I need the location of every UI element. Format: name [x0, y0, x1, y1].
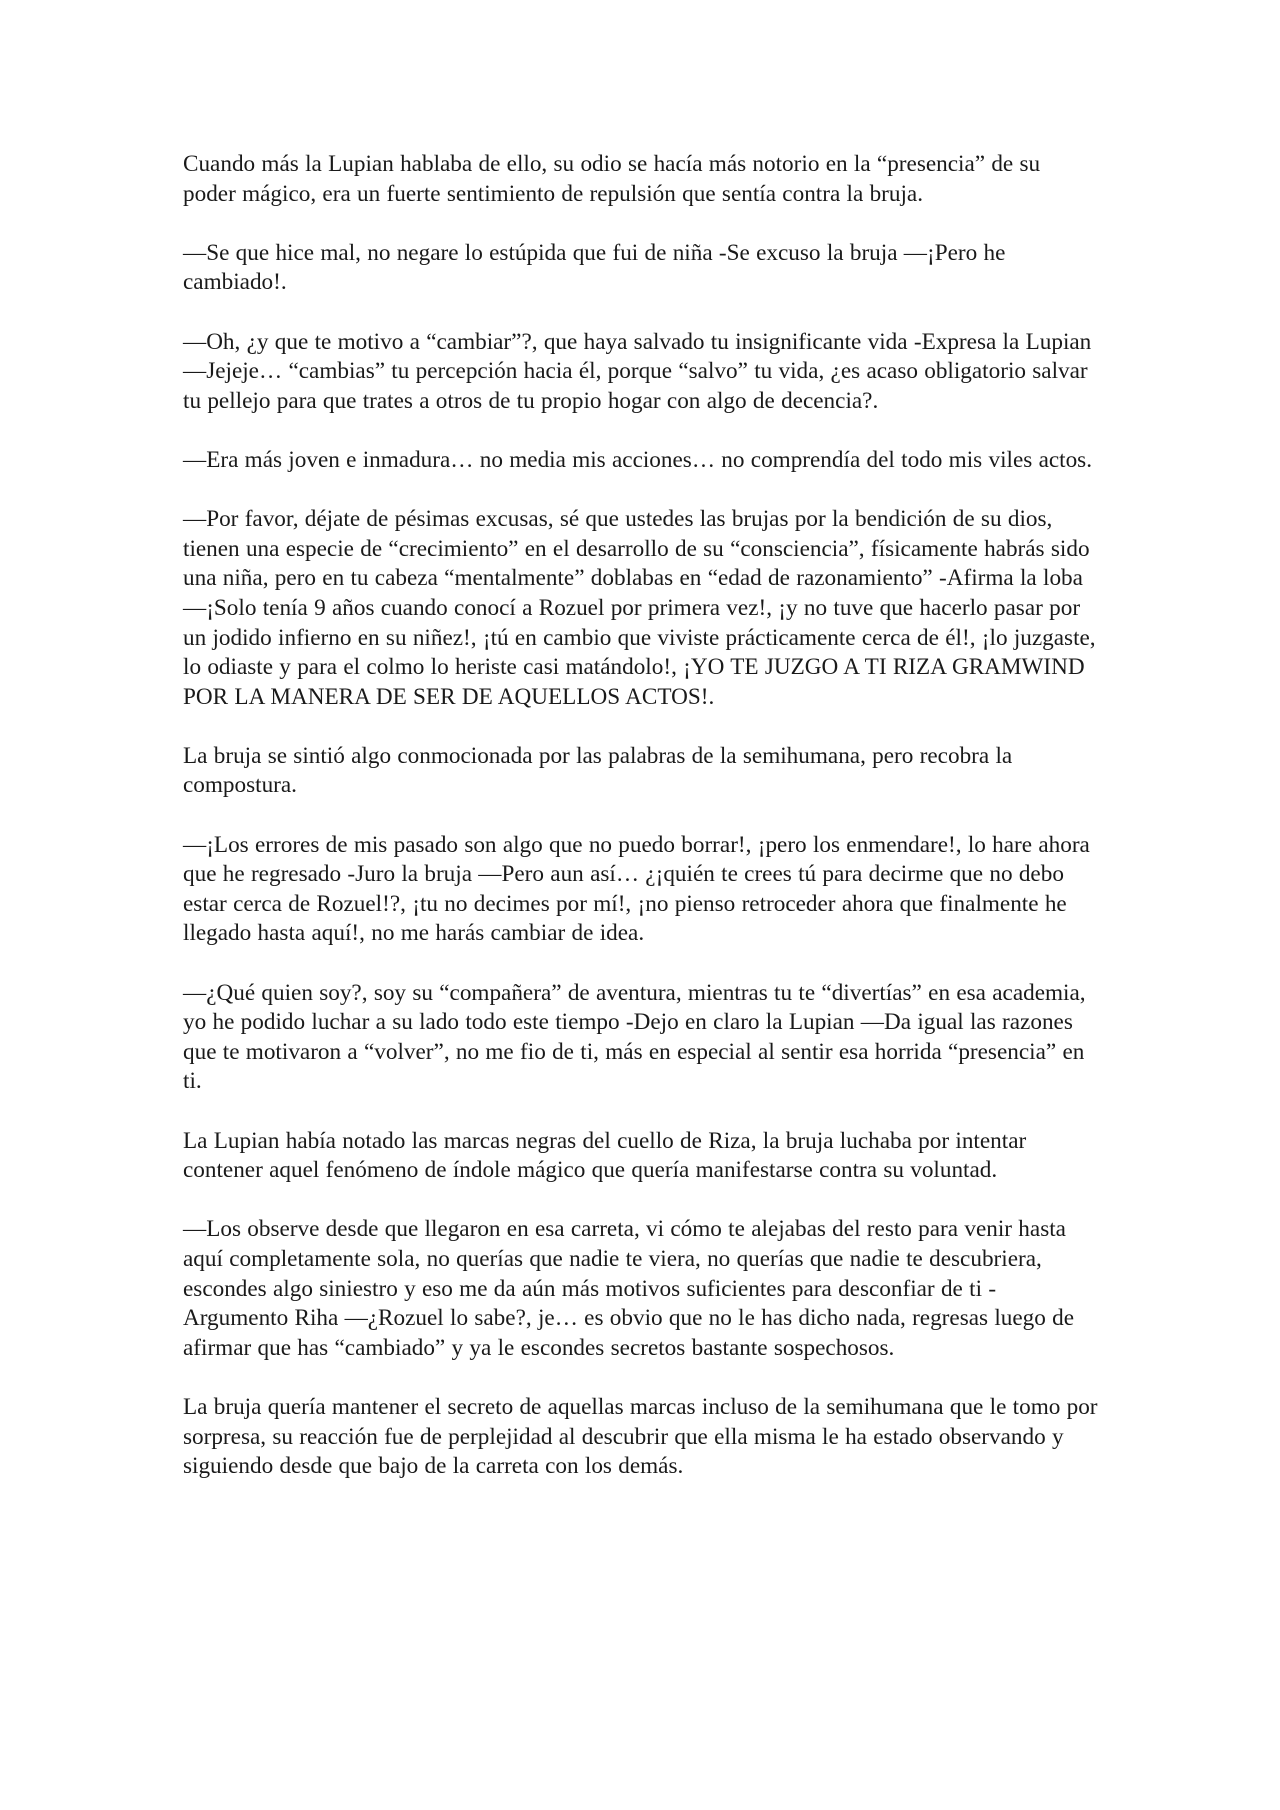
paragraph: —Los observe desde que llegaron en esa carreta, vi cómo te alejabas del resto para venir hasta aquí completamente sola, no querías que nadie te viera, no querías que nadie te descubriera, escondes algo siniestro y eso me da aún más motivos suficientes para desconfiar de ti -Argumento Riha —¿Rozuel lo sabe?, je… es obvio que no le has dicho nada, regresas luego de afirmar que has “cambiado” y ya le escondes secretos bastante sospechosos. — [183, 1216, 1075, 1361]
paragraph: La Lupian había notado las marcas negras del cuello de Riza, la bruja luchaba por intentar contener aquel fenómeno de índole mágico que quería manifestarse contra su voluntad. — [183, 1127, 1027, 1184]
paragraph: —Era más joven e inmadura… no media mis acciones… no comprendía del todo mis viles actos. — [183, 446, 1093, 473]
paragraph: La bruja se sintió algo conmocionada por las palabras de la semihumana, pero recobra la compostura. — [183, 742, 1013, 799]
paragraph: —Se que hice mal, no negare lo estúpida que fui de niña -Se excuso la bruja —¡Pero he cambiado!. — [183, 239, 1006, 296]
paragraph: —¿Qué quien soy?, soy su “compañera” de aventura, mientras tu te “divertías” en esa academia, yo he podido luchar a su lado todo este tiempo -Dejo en claro la Lupian —Da igual las razones que te motivaron a “volver”, no me fio de ti, más en especial al sentir esa horrida “presencia” en ti. — [183, 979, 1086, 1095]
document-page — [183, 150, 1098, 1511]
paragraph: La bruja quería mantener el secreto de aquellas marcas incluso de la semihumana que le tomo por sorpresa, su reacción fue de perplejidad al descubrir que ella misma le ha estado observando y siguiendo desde que bajo de la carreta con los demás. — [183, 1393, 1098, 1480]
paragraph: —Oh, ¿y que te motivo a “cambiar”?, que haya salvado tu insignificante vida -Expresa la Lupian —Jejeje… “cambias” tu percepción hacia él, porque “salvo” tu vida, ¿es acaso obligatorio salvar tu pellejo para que trates a otros de tu propio hogar con algo de decencia?. — [183, 328, 1092, 414]
paragraph: —¡Los errores de mis pasado son algo que no puedo borrar!, ¡pero los enmendare!, lo hare ahora que he regresado -Juro la bruja —Pero aun así… ¿¡quién te crees tú para decirme que no debo estar cerca de Rozuel!?, ¡tu no decimes por mí!, ¡no pienso retroceder ahora que finalmente he llegado hasta aquí!, no me harás cambiar de idea. — [183, 831, 1090, 947]
paragraph: —Por favor, déjate de pésimas excusas, sé que ustedes las brujas por la bendición de su dios, tienen una especie de “crecimiento” en el desarrollo de su “consciencia”, físicamente habrás sido una niña, pero en tu cabeza “mentalmente” doblabas en “edad de razonamiento” -Afirma la loba —¡Solo tenía 9 años cuando conocí a Rozuel por primera vez!, ¡y no tuve que hacerlo pasar por un jodido infierno en su niñez!, ¡tú en cambio que viviste prácticamente cerca de él!, ¡lo juzgaste, lo odiaste y para el colmo lo heriste casi matándolo!, ¡YO TE JUZGO A TI RIZA GRAMWIND POR LA MANERA DE SER DE AQUELLOS ACTOS!. — [183, 506, 1096, 710]
paragraph: Cuando más la Lupian hablaba de ello, su odio se hacía más notorio en la “presencia” de su poder mágico, era un fuerte sentimiento de repulsión que sentía contra la bruja. — [183, 151, 1041, 207]
